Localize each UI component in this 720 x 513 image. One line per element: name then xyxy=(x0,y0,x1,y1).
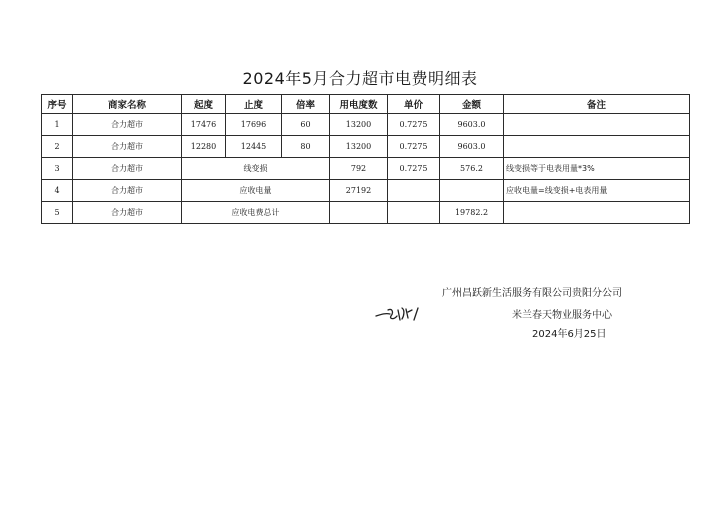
cell-usage xyxy=(330,202,388,224)
table-row xyxy=(42,114,690,136)
document-title: 2024年5月合力超市电费明细表 xyxy=(242,69,478,88)
cell-price xyxy=(388,202,440,224)
cell-note xyxy=(504,202,690,224)
cell-note xyxy=(504,136,690,158)
table-row xyxy=(42,158,690,180)
issuing-company: 广州昌跃新生活服务有限公司贵阳分公司 xyxy=(442,288,622,299)
cell-no: 2 xyxy=(42,136,73,158)
header-no: 序号 xyxy=(42,95,73,114)
table-row xyxy=(42,202,690,224)
header-merchant: 商家名称 xyxy=(73,95,182,114)
cell-merchant: 合力超市 xyxy=(73,202,182,224)
table-row xyxy=(42,180,690,202)
cell-merchant: 合力超市 xyxy=(73,114,182,136)
cell-merged-label: 应收电费总计 xyxy=(182,202,330,224)
cell-amount: 9603.0 xyxy=(440,114,504,136)
cell-no: 4 xyxy=(42,180,73,202)
header-end-reading: 止度 xyxy=(226,95,282,114)
cell-no: 5 xyxy=(42,202,73,224)
handwritten-signature xyxy=(372,300,432,330)
cell-no: 3 xyxy=(42,158,73,180)
issue-date: 2024年6月25日 xyxy=(532,329,607,340)
header-start-reading: 起度 xyxy=(182,95,226,114)
electricity-fee-table xyxy=(41,94,690,224)
cell-note: 线变损等于电表用量*3% xyxy=(504,158,690,180)
cell-note: 应收电量=线变损+电表用量 xyxy=(504,180,690,202)
header-usage: 用电度数 xyxy=(330,95,388,114)
cell-usage: 13200 xyxy=(330,136,388,158)
cell-end: 12445 xyxy=(226,136,282,158)
header-multiplier: 倍率 xyxy=(282,95,330,114)
cell-merged-label: 应收电量 xyxy=(182,180,330,202)
header-unit-price: 单价 xyxy=(388,95,440,114)
cell-price: 0.7275 xyxy=(388,158,440,180)
cell-end: 17696 xyxy=(226,114,282,136)
cell-amount: 9603.0 xyxy=(440,136,504,158)
header-amount: 金额 xyxy=(440,95,504,114)
cell-merchant: 合力超市 xyxy=(73,180,182,202)
service-center: 米兰春天物业服务中心 xyxy=(512,310,612,321)
header-remarks: 备注 xyxy=(504,95,690,114)
cell-merged-label: 线变损 xyxy=(182,158,330,180)
cell-amount: 19782.2 xyxy=(440,202,504,224)
cell-amount: 576.2 xyxy=(440,158,504,180)
cell-usage: 792 xyxy=(330,158,388,180)
cell-merchant: 合力超市 xyxy=(73,136,182,158)
cell-start: 17476 xyxy=(182,114,226,136)
cell-merchant: 合力超市 xyxy=(73,158,182,180)
cell-no: 1 xyxy=(42,114,73,136)
cell-start: 12280 xyxy=(182,136,226,158)
cell-note xyxy=(504,114,690,136)
cell-usage: 27192 xyxy=(330,180,388,202)
cell-price xyxy=(388,180,440,202)
cell-usage: 13200 xyxy=(330,114,388,136)
cell-price: 0.7275 xyxy=(388,136,440,158)
table-row xyxy=(42,136,690,158)
cell-rate: 80 xyxy=(282,136,330,158)
cell-price: 0.7275 xyxy=(388,114,440,136)
table-header-row xyxy=(42,95,690,114)
cell-amount xyxy=(440,180,504,202)
cell-rate: 60 xyxy=(282,114,330,136)
